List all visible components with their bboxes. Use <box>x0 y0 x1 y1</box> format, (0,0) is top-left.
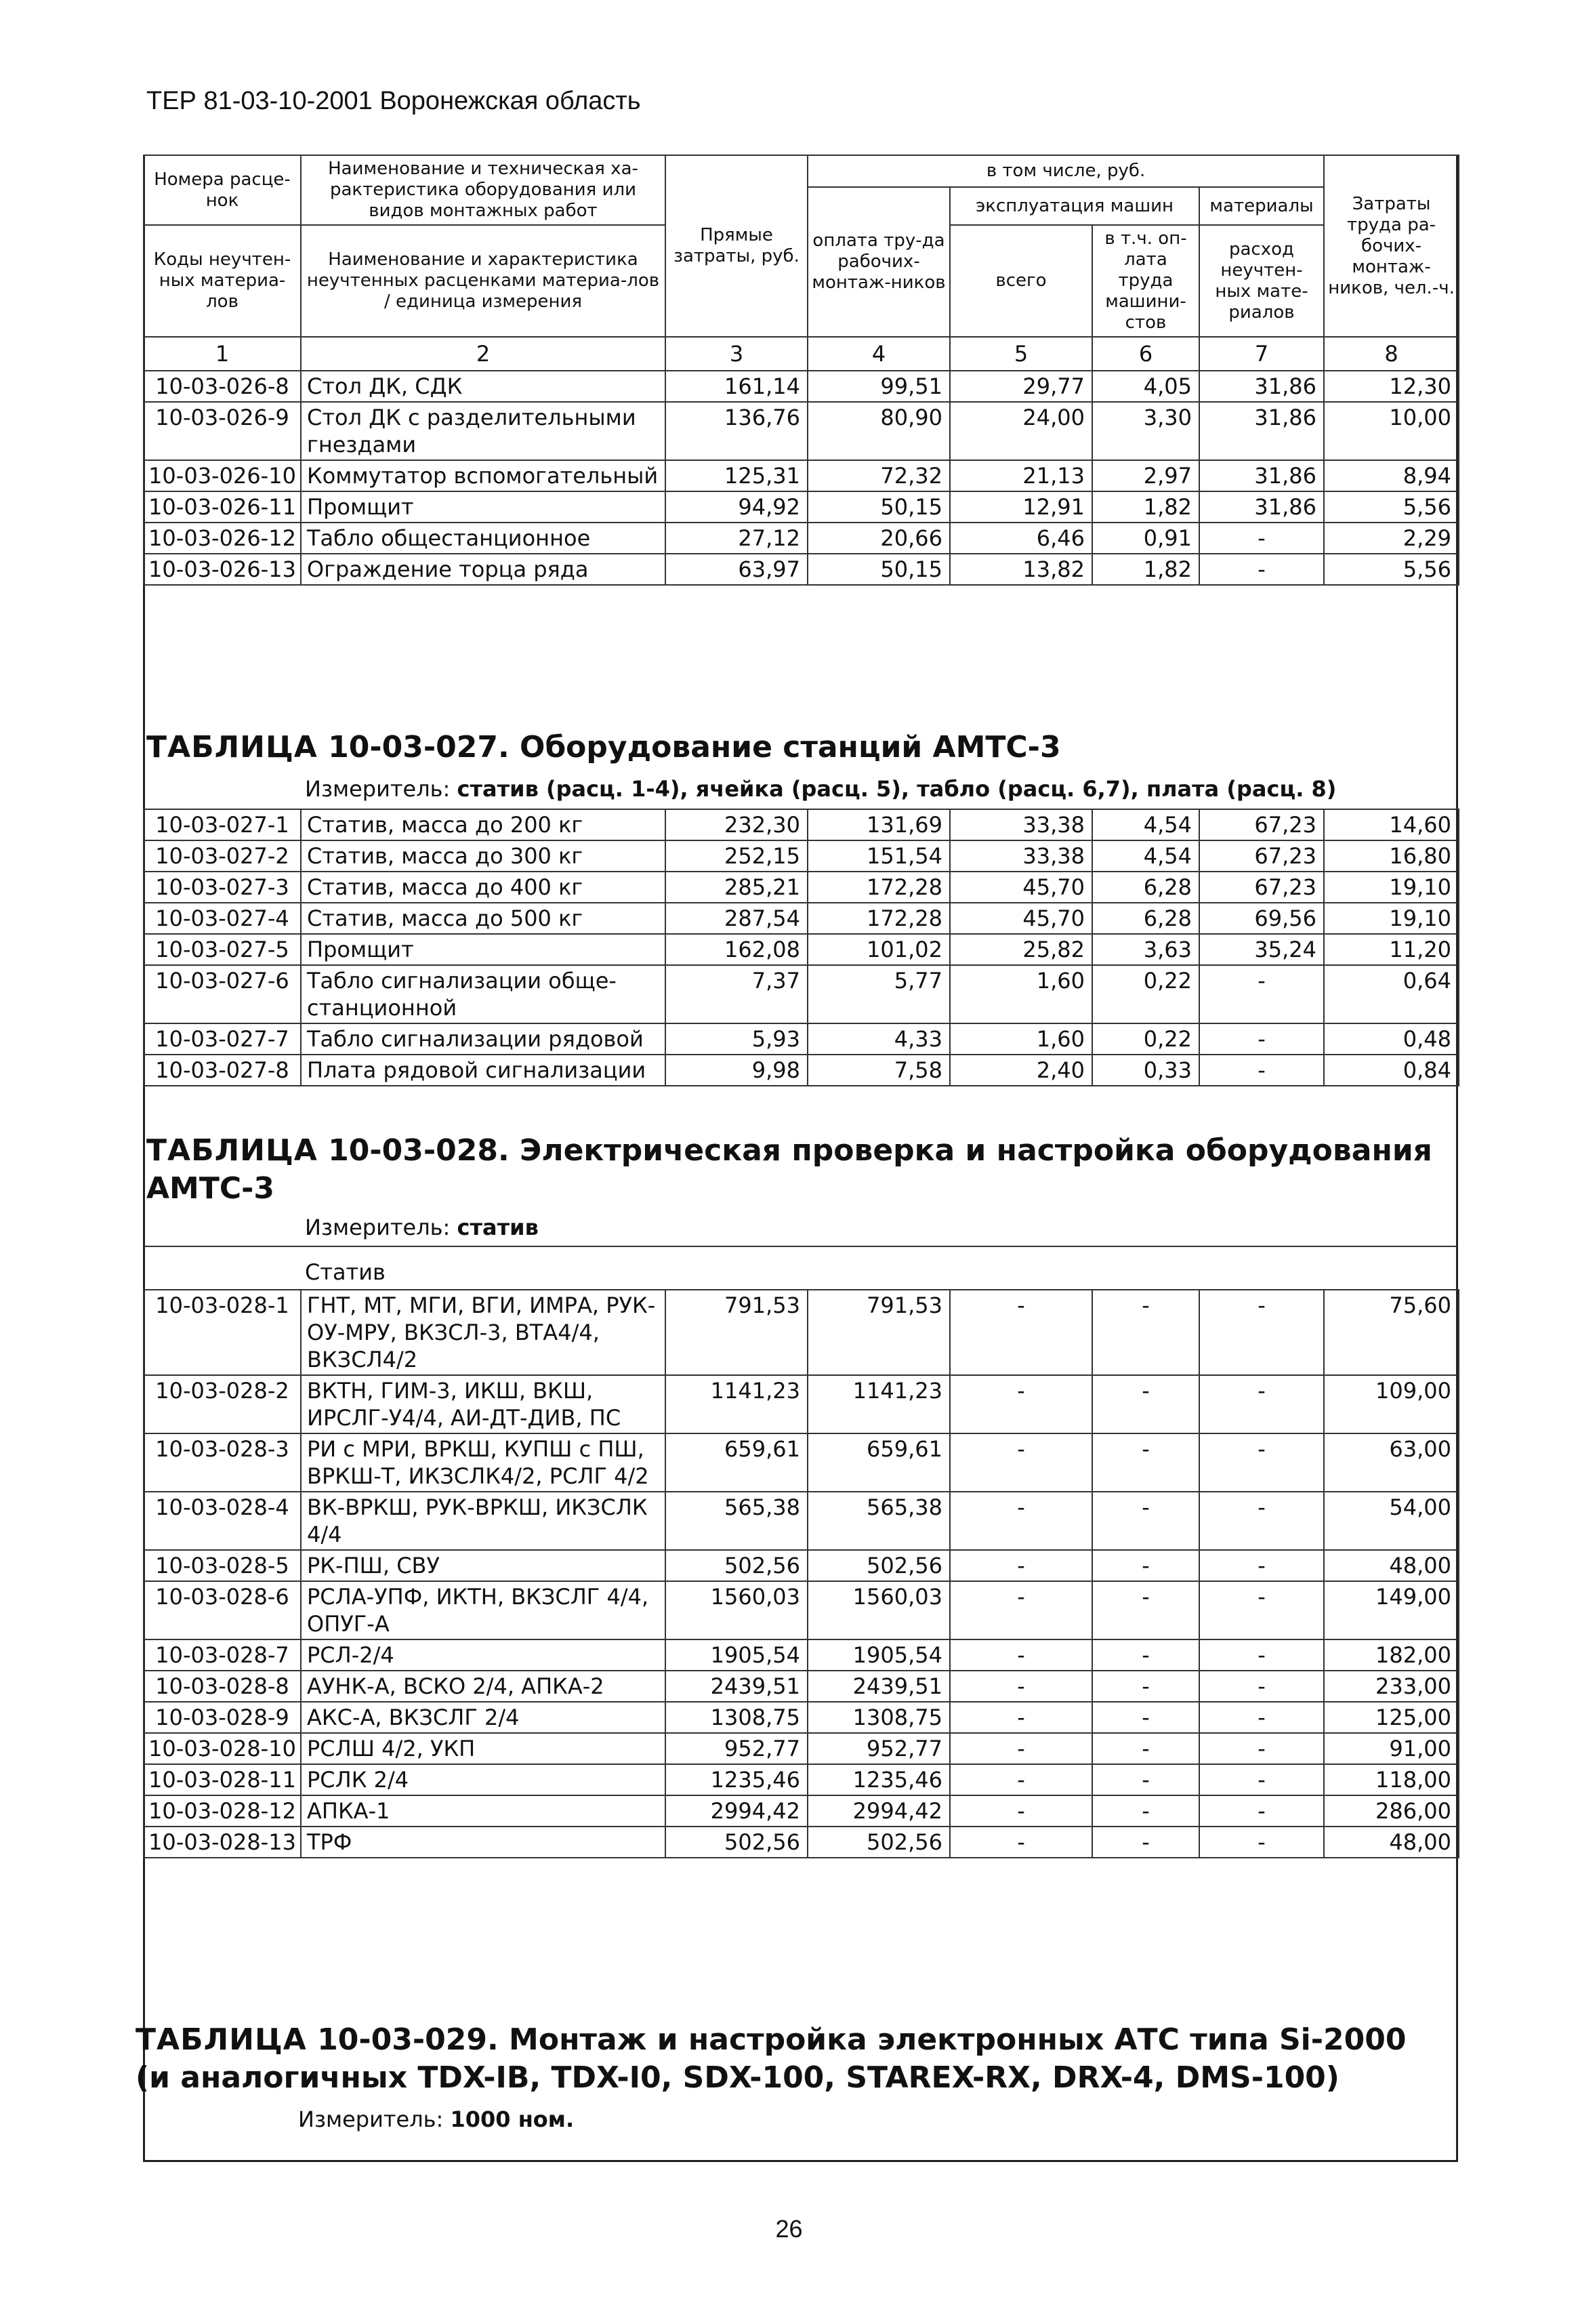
machinist-pay-cell: - <box>1092 1733 1199 1764</box>
machinist-pay-cell: - <box>1092 1764 1199 1795</box>
machines-total-cell: 33,38 <box>950 840 1092 872</box>
machines-total-cell: 6,46 <box>950 523 1092 554</box>
direct-costs-cell: 7,37 <box>665 965 808 1023</box>
labor-hours-cell: 48,00 <box>1324 1550 1459 1581</box>
materials-cell: - <box>1199 523 1324 554</box>
machinist-pay-cell: 0,22 <box>1092 965 1199 1023</box>
labor-hours-cell: 0,84 <box>1324 1055 1459 1086</box>
direct-costs-cell: 125,31 <box>665 460 808 491</box>
rate-code: 10-03-028-10 <box>144 1733 301 1764</box>
direct-costs-cell: 659,61 <box>665 1433 808 1492</box>
header-machines: эксплуатация машин <box>950 187 1199 225</box>
labor-pay-cell: 1235,46 <box>808 1764 950 1795</box>
labor-hours-cell: 48,00 <box>1324 1827 1459 1858</box>
materials-cell: - <box>1199 1433 1324 1492</box>
labor-hours-cell: 16,80 <box>1324 840 1459 872</box>
table-028-title <box>146 1132 1451 1208</box>
materials-cell: - <box>1199 1733 1324 1764</box>
table-row <box>144 934 1459 965</box>
column-header-table <box>143 155 1459 371</box>
machinist-pay-cell: - <box>1092 1581 1199 1639</box>
work-name: Статив, масса до 400 кг <box>301 872 665 903</box>
machinist-pay-cell: 0,33 <box>1092 1055 1199 1086</box>
table-row <box>144 1827 1459 1858</box>
col-index: 5 <box>950 337 1092 371</box>
work-name: ВКТН, ГИМ-3, ИКШ, ВКШ, ИРСЛГ-У4/4, АИ-ДТ-ДИВ, ПС <box>301 1375 665 1433</box>
direct-costs-cell: 162,08 <box>665 934 808 965</box>
materials-cell: - <box>1199 1702 1324 1733</box>
labor-hours-cell: 11,20 <box>1324 934 1459 965</box>
machinist-pay-cell: 4,54 <box>1092 840 1199 872</box>
rate-code: 10-03-026-13 <box>144 554 301 585</box>
labor-pay-cell: 72,32 <box>808 460 950 491</box>
meter-label: Измеритель: <box>298 2106 444 2132</box>
work-name: РИ с МРИ, ВРКШ, КУПШ с ПШ, ВРКШ-Т, ИКЗСЛК4/2, РСЛГ 4/2 <box>301 1433 665 1492</box>
machines-total-cell: - <box>950 1433 1092 1492</box>
machinist-pay-cell: 0,22 <box>1092 1023 1199 1055</box>
machinist-pay-cell: 1,82 <box>1092 491 1199 523</box>
machines-total-cell: - <box>950 1550 1092 1581</box>
materials-cell: 31,86 <box>1199 402 1324 460</box>
table-027-meter <box>305 776 1336 802</box>
direct-costs-cell: 2439,51 <box>665 1671 808 1702</box>
col-index: 2 <box>301 337 665 371</box>
table-title: 10-03-029. Монтаж и настройка электронных АТС типа Si-2000 (и аналогичных TDX-IB, TDX-I0, SDX-100, STAREX-RX, DRX-4, DMS-100) <box>136 2022 1407 2095</box>
machinist-pay-cell: 4,05 <box>1092 371 1199 402</box>
work-name: Табло сигнализации обще-станционной <box>301 965 665 1023</box>
table-title: 10-03-028. Электрическая проверка и настройка оборудования АМТС-3 <box>146 1133 1432 1206</box>
labor-pay-cell: 1308,75 <box>808 1702 950 1733</box>
labor-hours-cell: 118,00 <box>1324 1764 1459 1795</box>
work-name: ТРФ <box>301 1827 665 1858</box>
rate-code: 10-03-027-7 <box>144 1023 301 1055</box>
labor-pay-cell: 101,02 <box>808 934 950 965</box>
machines-total-cell: - <box>950 1639 1092 1671</box>
table-028-subheading: Статив <box>305 1259 386 1285</box>
labor-pay-cell: 952,77 <box>808 1733 950 1764</box>
table-row <box>144 1764 1459 1795</box>
labor-pay-cell: 172,28 <box>808 903 950 934</box>
labor-hours-cell: 19,10 <box>1324 903 1459 934</box>
col-index: 3 <box>665 337 808 371</box>
machinist-pay-cell: 3,63 <box>1092 934 1199 965</box>
page-header: ТЕР 81-03-10-2001 Воронежская область <box>146 87 641 115</box>
machines-total-cell: 45,70 <box>950 872 1092 903</box>
machines-total-cell: - <box>950 1702 1092 1733</box>
table-row <box>144 1023 1459 1055</box>
rate-code: 10-03-028-13 <box>144 1827 301 1858</box>
rate-code: 10-03-027-6 <box>144 965 301 1023</box>
direct-costs-cell: 952,77 <box>665 1733 808 1764</box>
rate-code: 10-03-028-8 <box>144 1671 301 1702</box>
header-col3: Прямые затраты, руб. <box>665 155 808 337</box>
col-index: 7 <box>1199 337 1324 371</box>
table-row <box>144 402 1459 460</box>
direct-costs-cell: 252,15 <box>665 840 808 872</box>
labor-hours-cell: 54,00 <box>1324 1492 1459 1550</box>
labor-hours-cell: 10,00 <box>1324 402 1459 460</box>
header-in-total: в том числе, руб. <box>808 155 1324 187</box>
labor-pay-cell: 502,56 <box>808 1827 950 1858</box>
work-name: Коммутатор вспомогательный <box>301 460 665 491</box>
machines-total-cell: 25,82 <box>950 934 1092 965</box>
direct-costs-cell: 161,14 <box>665 371 808 402</box>
rate-code: 10-03-027-8 <box>144 1055 301 1086</box>
work-name: Статив, масса до 300 кг <box>301 840 665 872</box>
materials-cell: - <box>1199 1795 1324 1827</box>
machines-total-cell: 29,77 <box>950 371 1092 402</box>
header-col2-bottom: Наименование и характеристика неучтенных расценками материа-лов / единица измерения <box>301 225 665 337</box>
machinist-pay-cell: 0,91 <box>1092 523 1199 554</box>
direct-costs-cell: 1308,75 <box>665 1702 808 1733</box>
direct-costs-cell: 287,54 <box>665 903 808 934</box>
table-label: ТАБЛИЦА <box>146 1133 318 1168</box>
labor-pay-cell: 1905,54 <box>808 1639 950 1671</box>
labor-pay-cell: 2994,42 <box>808 1795 950 1827</box>
rate-code: 10-03-028-1 <box>144 1290 301 1375</box>
rate-code: 10-03-028-7 <box>144 1639 301 1671</box>
work-name: Промщит <box>301 491 665 523</box>
machines-total-cell: - <box>950 1375 1092 1433</box>
meter-label: Измеритель: <box>305 776 451 802</box>
labor-hours-cell: 5,56 <box>1324 491 1459 523</box>
table-027 <box>143 809 1459 1086</box>
direct-costs-cell: 285,21 <box>665 872 808 903</box>
materials-cell: - <box>1199 554 1324 585</box>
work-name: Статив, масса до 200 кг <box>301 809 665 840</box>
table-row <box>144 523 1459 554</box>
table-row <box>144 872 1459 903</box>
direct-costs-cell: 94,92 <box>665 491 808 523</box>
labor-pay-cell: 502,56 <box>808 1550 950 1581</box>
labor-hours-cell: 233,00 <box>1324 1671 1459 1702</box>
table-row <box>144 371 1459 402</box>
machines-total-cell: 1,60 <box>950 965 1092 1023</box>
header-col5: всего <box>950 225 1092 337</box>
direct-costs-cell: 63,97 <box>665 554 808 585</box>
work-name: РСЛШ 4/2, УКП <box>301 1733 665 1764</box>
labor-hours-cell: 63,00 <box>1324 1433 1459 1492</box>
rate-code: 10-03-027-3 <box>144 872 301 903</box>
meter-value: статив <box>457 1215 539 1240</box>
header-materials: материалы <box>1199 187 1324 225</box>
rate-code: 10-03-028-11 <box>144 1764 301 1795</box>
work-name: АУНК-А, ВСКО 2/4, АПКА-2 <box>301 1671 665 1702</box>
materials-cell: 31,86 <box>1199 371 1324 402</box>
labor-hours-cell: 75,60 <box>1324 1290 1459 1375</box>
labor-pay-cell: 20,66 <box>808 523 950 554</box>
materials-cell: 69,56 <box>1199 903 1324 934</box>
materials-cell: - <box>1199 1671 1324 1702</box>
table-label: ТАБЛИЦА <box>136 2022 307 2057</box>
rate-code: 10-03-028-2 <box>144 1375 301 1433</box>
rate-code: 10-03-027-1 <box>144 809 301 840</box>
labor-pay-cell: 659,61 <box>808 1433 950 1492</box>
work-name: Табло сигнализации рядовой <box>301 1023 665 1055</box>
work-name: РСЛК 2/4 <box>301 1764 665 1795</box>
labor-pay-cell: 99,51 <box>808 371 950 402</box>
machines-total-cell: 24,00 <box>950 402 1092 460</box>
labor-pay-cell: 50,15 <box>808 554 950 585</box>
machines-total-cell: - <box>950 1581 1092 1639</box>
materials-cell: 31,86 <box>1199 460 1324 491</box>
work-name: РСЛА-УПФ, ИКТН, ВКЗСЛГ 4/4, ОПУГ-А <box>301 1581 665 1639</box>
labor-hours-cell: 182,00 <box>1324 1639 1459 1671</box>
table-row <box>144 1433 1459 1492</box>
header-col2-top: Наименование и техническая ха-рактеристика оборудования или видов монтажных работ <box>301 155 665 225</box>
header-col1-top: Номера расце-нок <box>144 155 301 225</box>
labor-hours-cell: 0,48 <box>1324 1023 1459 1055</box>
meter-label: Измеритель: <box>305 1215 451 1240</box>
labor-hours-cell: 109,00 <box>1324 1375 1459 1433</box>
labor-hours-cell: 8,94 <box>1324 460 1459 491</box>
table-label: ТАБЛИЦА <box>146 730 318 765</box>
work-name: ВК-ВРКШ, РУК-ВРКШ, ИКЗСЛК 4/4 <box>301 1492 665 1550</box>
machinist-pay-cell: 6,28 <box>1092 903 1199 934</box>
labor-pay-cell: 131,69 <box>808 809 950 840</box>
materials-cell: - <box>1199 1550 1324 1581</box>
labor-hours-cell: 149,00 <box>1324 1581 1459 1639</box>
work-name: РК-ПШ, СВУ <box>301 1550 665 1581</box>
materials-cell: 67,23 <box>1199 872 1324 903</box>
rate-code: 10-03-028-12 <box>144 1795 301 1827</box>
machinist-pay-cell: - <box>1092 1550 1199 1581</box>
table-028 <box>143 1289 1459 1858</box>
materials-cell: 67,23 <box>1199 840 1324 872</box>
machinist-pay-cell: - <box>1092 1492 1199 1550</box>
labor-pay-cell: 5,77 <box>808 965 950 1023</box>
table-029-meter <box>298 2106 574 2132</box>
labor-hours-cell: 286,00 <box>1324 1795 1459 1827</box>
machinist-pay-cell: - <box>1092 1702 1199 1733</box>
labor-pay-cell: 1560,03 <box>808 1581 950 1639</box>
work-name: Стол ДК, СДК <box>301 371 665 402</box>
labor-pay-cell: 80,90 <box>808 402 950 460</box>
work-name: Промщит <box>301 934 665 965</box>
rate-code: 10-03-027-5 <box>144 934 301 965</box>
table-027-title <box>146 729 1451 767</box>
direct-costs-cell: 136,76 <box>665 402 808 460</box>
table-row <box>144 1733 1459 1764</box>
labor-pay-cell: 151,54 <box>808 840 950 872</box>
rate-code: 10-03-027-4 <box>144 903 301 934</box>
labor-pay-cell: 1141,23 <box>808 1375 950 1433</box>
col-index: 4 <box>808 337 950 371</box>
rate-code: 10-03-026-10 <box>144 460 301 491</box>
labor-hours-cell: 5,56 <box>1324 554 1459 585</box>
direct-costs-cell: 502,56 <box>665 1827 808 1858</box>
table-row <box>144 1639 1459 1671</box>
machines-total-cell: - <box>950 1290 1092 1375</box>
work-name: АПКА-1 <box>301 1795 665 1827</box>
table-row <box>144 903 1459 934</box>
machines-total-cell: - <box>950 1671 1092 1702</box>
machinist-pay-cell: 1,82 <box>1092 554 1199 585</box>
table-row <box>144 491 1459 523</box>
table-row <box>144 460 1459 491</box>
col-index: 6 <box>1092 337 1199 371</box>
direct-costs-cell: 1560,03 <box>665 1581 808 1639</box>
table-row <box>144 840 1459 872</box>
labor-pay-cell: 172,28 <box>808 872 950 903</box>
direct-costs-cell: 9,98 <box>665 1055 808 1086</box>
materials-cell: - <box>1199 1290 1324 1375</box>
machines-total-cell: 12,91 <box>950 491 1092 523</box>
materials-cell: - <box>1199 1375 1324 1433</box>
rate-code: 10-03-026-12 <box>144 523 301 554</box>
machinist-pay-cell: 6,28 <box>1092 872 1199 903</box>
machines-total-cell: 45,70 <box>950 903 1092 934</box>
table-row <box>144 809 1459 840</box>
direct-costs-cell: 1235,46 <box>665 1764 808 1795</box>
materials-cell: - <box>1199 1055 1324 1086</box>
work-name: АКС-А, ВКЗСЛГ 2/4 <box>301 1702 665 1733</box>
labor-hours-cell: 12,30 <box>1324 371 1459 402</box>
materials-cell: 31,86 <box>1199 491 1324 523</box>
machines-total-cell: - <box>950 1492 1092 1550</box>
machines-total-cell: - <box>950 1764 1092 1795</box>
direct-costs-cell: 791,53 <box>665 1290 808 1375</box>
labor-pay-cell: 791,53 <box>808 1290 950 1375</box>
direct-costs-cell: 2994,42 <box>665 1795 808 1827</box>
machinist-pay-cell: 3,30 <box>1092 402 1199 460</box>
rate-code: 10-03-028-3 <box>144 1433 301 1492</box>
table-row <box>144 1702 1459 1733</box>
table-title: 10-03-027. Оборудование станций АМТС-3 <box>328 730 1061 765</box>
materials-cell: - <box>1199 1492 1324 1550</box>
direct-costs-cell: 5,93 <box>665 1023 808 1055</box>
header-col7: расход неучтен-ных мате-риалов <box>1199 225 1324 337</box>
work-name: Ограждение торца ряда <box>301 554 665 585</box>
machinist-pay-cell: - <box>1092 1671 1199 1702</box>
work-name: Табло общестанционное <box>301 523 665 554</box>
table-row <box>144 965 1459 1023</box>
labor-pay-cell: 565,38 <box>808 1492 950 1550</box>
machinist-pay-cell: - <box>1092 1375 1199 1433</box>
table-row <box>144 1375 1459 1433</box>
machines-total-cell: 2,40 <box>950 1055 1092 1086</box>
direct-costs-cell: 565,38 <box>665 1492 808 1550</box>
direct-costs-cell: 27,12 <box>665 523 808 554</box>
table-028-meter <box>305 1215 539 1240</box>
direct-costs-cell: 1141,23 <box>665 1375 808 1433</box>
rate-code: 10-03-028-6 <box>144 1581 301 1639</box>
direct-costs-cell: 232,30 <box>665 809 808 840</box>
work-name: Стол ДК с разделительными гнездами <box>301 402 665 460</box>
materials-cell: - <box>1199 1581 1324 1639</box>
labor-hours-cell: 14,60 <box>1324 809 1459 840</box>
work-name: ГНТ, МТ, МГИ, ВГИ, ИМРА, РУК-ОУ-МРУ, ВКЗСЛ-3, ВТА4/4, ВКЗСЛ4/2 <box>301 1290 665 1375</box>
header-col6: в т.ч. оп-лата труда машини-стов <box>1092 225 1199 337</box>
materials-cell: - <box>1199 1764 1324 1795</box>
meter-value: статив (расц. 1-4), ячейка (расц. 5), табло (расц. 6,7), плата (расц. 8) <box>457 776 1337 802</box>
labor-pay-cell: 2439,51 <box>808 1671 950 1702</box>
labor-hours-cell: 91,00 <box>1324 1733 1459 1764</box>
materials-cell: - <box>1199 1827 1324 1858</box>
table-row <box>144 554 1459 585</box>
labor-hours-cell: 19,10 <box>1324 872 1459 903</box>
rate-code: 10-03-026-11 <box>144 491 301 523</box>
header-col4: оплата тру-да рабочих-монтаж-ников <box>808 187 950 337</box>
machines-total-cell: 33,38 <box>950 809 1092 840</box>
header-col8: Затраты труда ра-бочих-монтаж-ников, чел.-ч. <box>1324 155 1459 337</box>
col-index: 1 <box>144 337 301 371</box>
work-name: Плата рядовой сигнализации <box>301 1055 665 1086</box>
page-number: 26 <box>775 2215 803 2243</box>
rate-code: 10-03-028-5 <box>144 1550 301 1581</box>
meter-value: 1000 ном. <box>450 2106 575 2132</box>
materials-cell: 67,23 <box>1199 809 1324 840</box>
labor-pay-cell: 7,58 <box>808 1055 950 1086</box>
divider <box>143 1246 1458 1247</box>
machines-total-cell: 21,13 <box>950 460 1092 491</box>
header-col1-bottom: Коды неучтен-ных материа-лов <box>144 225 301 337</box>
table-row <box>144 1055 1459 1086</box>
machines-total-cell: - <box>950 1827 1092 1858</box>
table-row <box>144 1671 1459 1702</box>
work-name: Статив, масса до 500 кг <box>301 903 665 934</box>
rate-code: 10-03-027-2 <box>144 840 301 872</box>
table-row <box>144 1492 1459 1550</box>
labor-pay-cell: 4,33 <box>808 1023 950 1055</box>
rate-code: 10-03-026-8 <box>144 371 301 402</box>
table-026 <box>143 370 1459 586</box>
table-row <box>144 1550 1459 1581</box>
labor-hours-cell: 2,29 <box>1324 523 1459 554</box>
machinist-pay-cell: - <box>1092 1795 1199 1827</box>
labor-pay-cell: 50,15 <box>808 491 950 523</box>
machines-total-cell: - <box>950 1733 1092 1764</box>
table-row <box>144 1581 1459 1639</box>
direct-costs-cell: 1905,54 <box>665 1639 808 1671</box>
labor-hours-cell: 0,64 <box>1324 965 1459 1023</box>
machinist-pay-cell: - <box>1092 1290 1199 1375</box>
table-row <box>144 1290 1459 1375</box>
machinist-pay-cell: 4,54 <box>1092 809 1199 840</box>
labor-hours-cell: 125,00 <box>1324 1702 1459 1733</box>
machinist-pay-cell: 2,97 <box>1092 460 1199 491</box>
materials-cell: - <box>1199 965 1324 1023</box>
direct-costs-cell: 502,56 <box>665 1550 808 1581</box>
machinist-pay-cell: - <box>1092 1827 1199 1858</box>
col-index: 8 <box>1324 337 1459 371</box>
machines-total-cell: - <box>950 1795 1092 1827</box>
materials-cell: 35,24 <box>1199 934 1324 965</box>
table-029-title <box>136 2021 1440 2097</box>
machines-total-cell: 13,82 <box>950 554 1092 585</box>
machinist-pay-cell: - <box>1092 1433 1199 1492</box>
machinist-pay-cell: - <box>1092 1639 1199 1671</box>
machines-total-cell: 1,60 <box>950 1023 1092 1055</box>
rate-code: 10-03-026-9 <box>144 402 301 460</box>
table-row <box>144 1795 1459 1827</box>
rate-code: 10-03-028-4 <box>144 1492 301 1550</box>
materials-cell: - <box>1199 1639 1324 1671</box>
rate-code: 10-03-028-9 <box>144 1702 301 1733</box>
work-name: РСЛ-2/4 <box>301 1639 665 1671</box>
materials-cell: - <box>1199 1023 1324 1055</box>
